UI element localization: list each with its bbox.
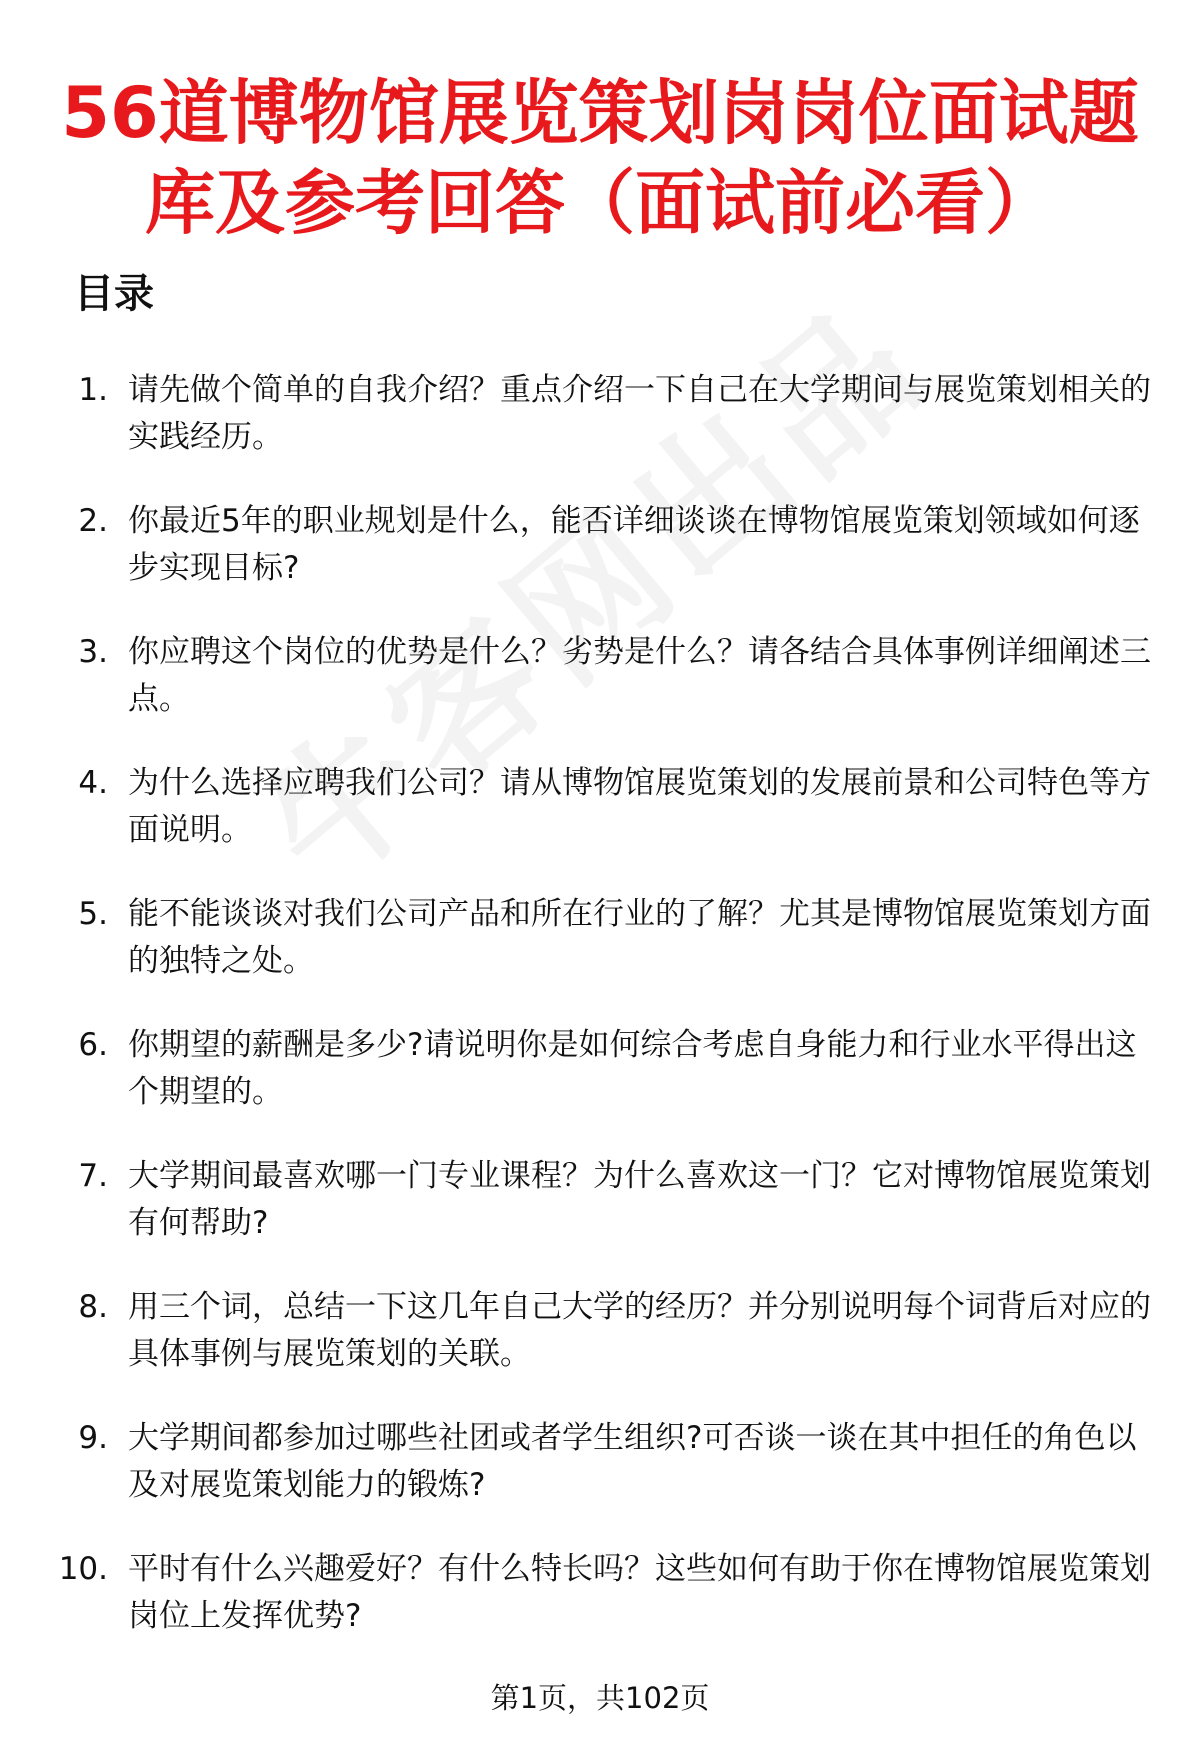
toc-item[interactable]: [0, 1546, 1200, 1677]
toc-item-number: 3.: [78, 634, 108, 670]
toc-list: [0, 367, 1200, 1677]
toc-item-text: 请先做个简单的自我介绍？重点介绍一下自己在大学期间与展览策划相关的实践经历。: [128, 372, 1151, 455]
toc-item[interactable]: [0, 1415, 1200, 1546]
toc-item-number: 4.: [78, 765, 108, 801]
toc-item[interactable]: [0, 891, 1200, 1022]
toc-item-number: 5.: [78, 896, 108, 932]
toc-item-text: 能不能谈谈对我们公司产品和所在行业的了解？尤其是博物馆展览策划方面的独特之处。: [128, 896, 1151, 979]
toc-item-number: 1.: [78, 372, 108, 408]
toc-item[interactable]: [0, 1153, 1200, 1284]
page-footer: 第1页，共102页: [490, 1681, 710, 1715]
toc-item[interactable]: [0, 1022, 1200, 1153]
toc-item-text: 为什么选择应聘我们公司？请从博物馆展览策划的发展前景和公司特色等方面说明。: [128, 765, 1151, 848]
toc-item[interactable]: [0, 1284, 1200, 1415]
toc-heading: 目录: [74, 271, 154, 317]
toc-item-number: 10.: [58, 1551, 108, 1587]
toc-item-number: 2.: [78, 503, 108, 539]
toc-item[interactable]: [0, 629, 1200, 760]
toc-item[interactable]: [0, 760, 1200, 891]
toc-item-text: 用三个词，总结一下这几年自己大学的经历？并分别说明每个词背后对应的具体事例与展览策划的关联。: [128, 1289, 1151, 1372]
toc-item-number: 6.: [78, 1027, 108, 1063]
toc-item-number: 8.: [78, 1289, 108, 1325]
toc-item-text: 大学期间最喜欢哪一门专业课程？为什么喜欢这一门？它对博物馆展览策划有何帮助?: [128, 1158, 1151, 1241]
toc-item-text: 平时有什么兴趣爱好？有什么特长吗？这些如何有助于你在博物馆展览策划岗位上发挥优势?: [128, 1551, 1151, 1634]
toc-item[interactable]: [0, 498, 1200, 629]
toc-item[interactable]: [0, 367, 1200, 498]
toc-item-text: 大学期间都参加过哪些社团或者学生组织?可否谈一谈在其中担任的角色以及对展览策划能力的锻炼?: [128, 1420, 1137, 1503]
toc-item-text: 你期望的薪酬是多少?请说明你是如何综合考虑自身能力和行业水平得出这个期望的。: [128, 1027, 1137, 1110]
toc-item-number: 7.: [78, 1158, 108, 1194]
toc-item-text: 你最近5年的职业规划是什么，能否详细谈谈在博物馆展览策划领域如何逐步实现目标?: [128, 503, 1140, 586]
toc-item-number: 9.: [78, 1420, 108, 1456]
toc-item-text: 你应聘这个岗位的优势是什么？劣势是什么？请各结合具体事例详细阐述三点。: [128, 634, 1151, 717]
document-title: 56道博物馆展览策划岗岗位面试题库及参考回答（面试前必看）: [61, 72, 1139, 244]
